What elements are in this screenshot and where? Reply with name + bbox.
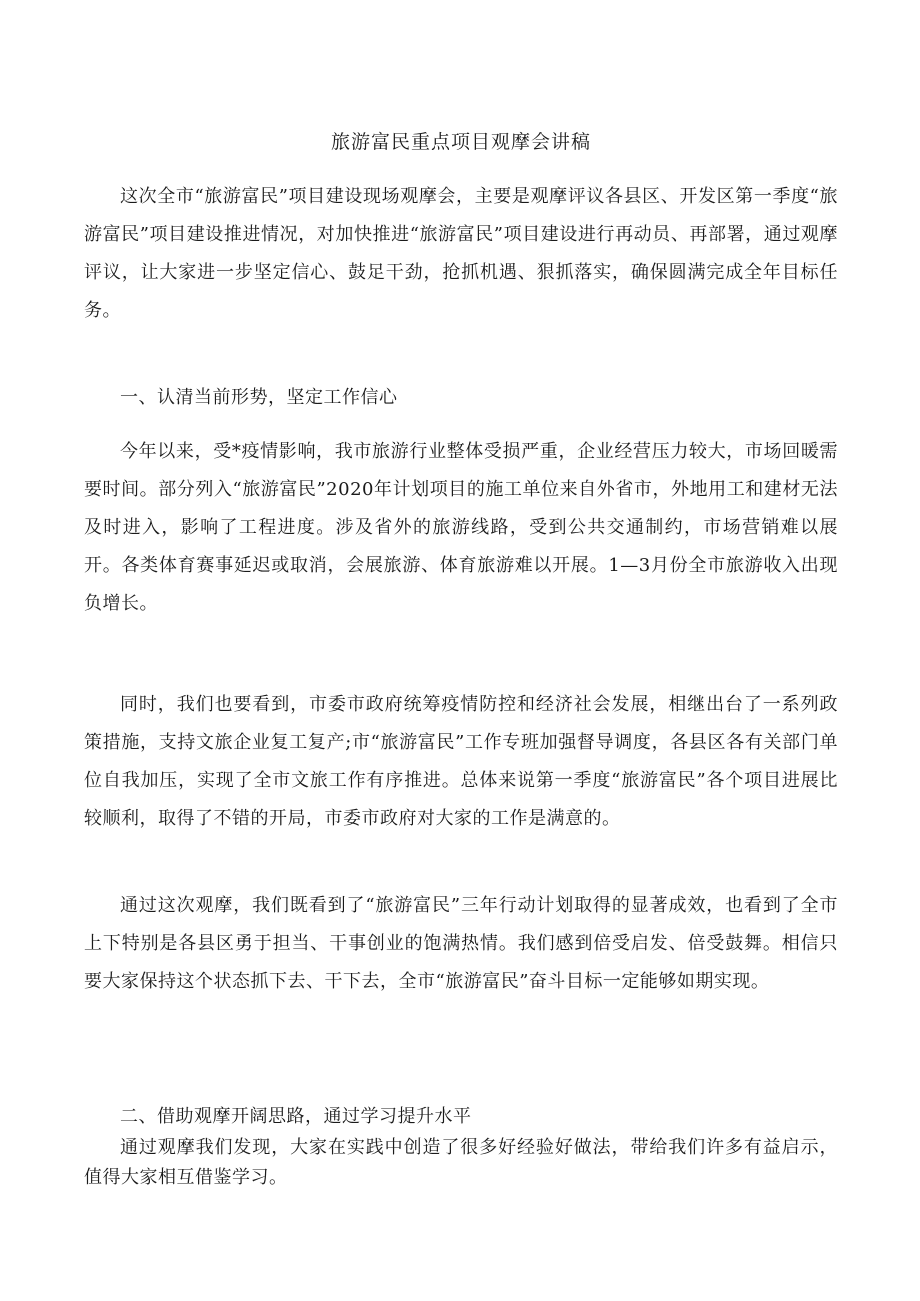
paragraph-experience: 通过观摩我们发现，大家在实践中创造了很多好经验好做法，带给我们许多有益启示，值得大家相互借鉴学习。 [84,1137,838,1188]
paragraph-intro: 这次全市“旅游富民”项目建设现场观摩会，主要是观摩评议各县区、开发区第一季度“旅游富民”项目建设推进情况，对加快推进“旅游富民”项目建设进行再动员、再部署，通过观摩评议，让大家进一步坚定信心、鼓足干劲，抢抓机遇、狠抓落实，确保圆满完成全年目标任务。 [84,186,838,321]
paragraph-situation: 今年以来，受*疫情影响，我市旅游行业整体受损严重，企业经营压力较大，市场回暖需要时间。部分列入“旅游富民”2020年计划项目的施工单位来自外省市，外地用工和建材无法及时进入，影响了工程进度。涉及省外的旅游线路，受到公共交通制约，市场营销难以展开。各类体育赛事延迟或取消，会展旅游、体育旅游难以开展。1—3月份全市旅游收入出现负增长。 [84,441,838,614]
document-title: 旅游富民重点项目观摩会讲稿 [330,131,591,153]
paragraph-policy: 同时，我们也要看到，市委市政府统筹疫情防控和经济社会发展，相继出台了一系列政策措施，支持文旅企业复工复产;市“旅游富民”工作专班加强督导调度，各县区各有关部门单位自我加压，实现了全市文旅工作有序推进。总体来说第一季度“旅游富民”各个项目进展比较顺利，取得了不错的开局，市委市政府对大家的工作是满意的。 [84,694,838,829]
paragraph-observation: 通过这次观摩，我们既看到了“旅游富民”三年行动计划取得的显著成效，也看到了全市上下特别是各县区勇于担当、干事创业的饱满热情。我们感到倍受启发、倍受鼓舞。相信只要大家保持这个状态抓下去、干下去，全市“旅游富民”奋斗目标一定能够如期实现。 [84,895,838,992]
document-page [84,0,838,1301]
section-heading-1: 一、认清当前形势，坚定工作信心 [120,387,398,408]
section-heading-2: 二、借助观摩开阔思路，通过学习提升水平 [120,1106,472,1127]
